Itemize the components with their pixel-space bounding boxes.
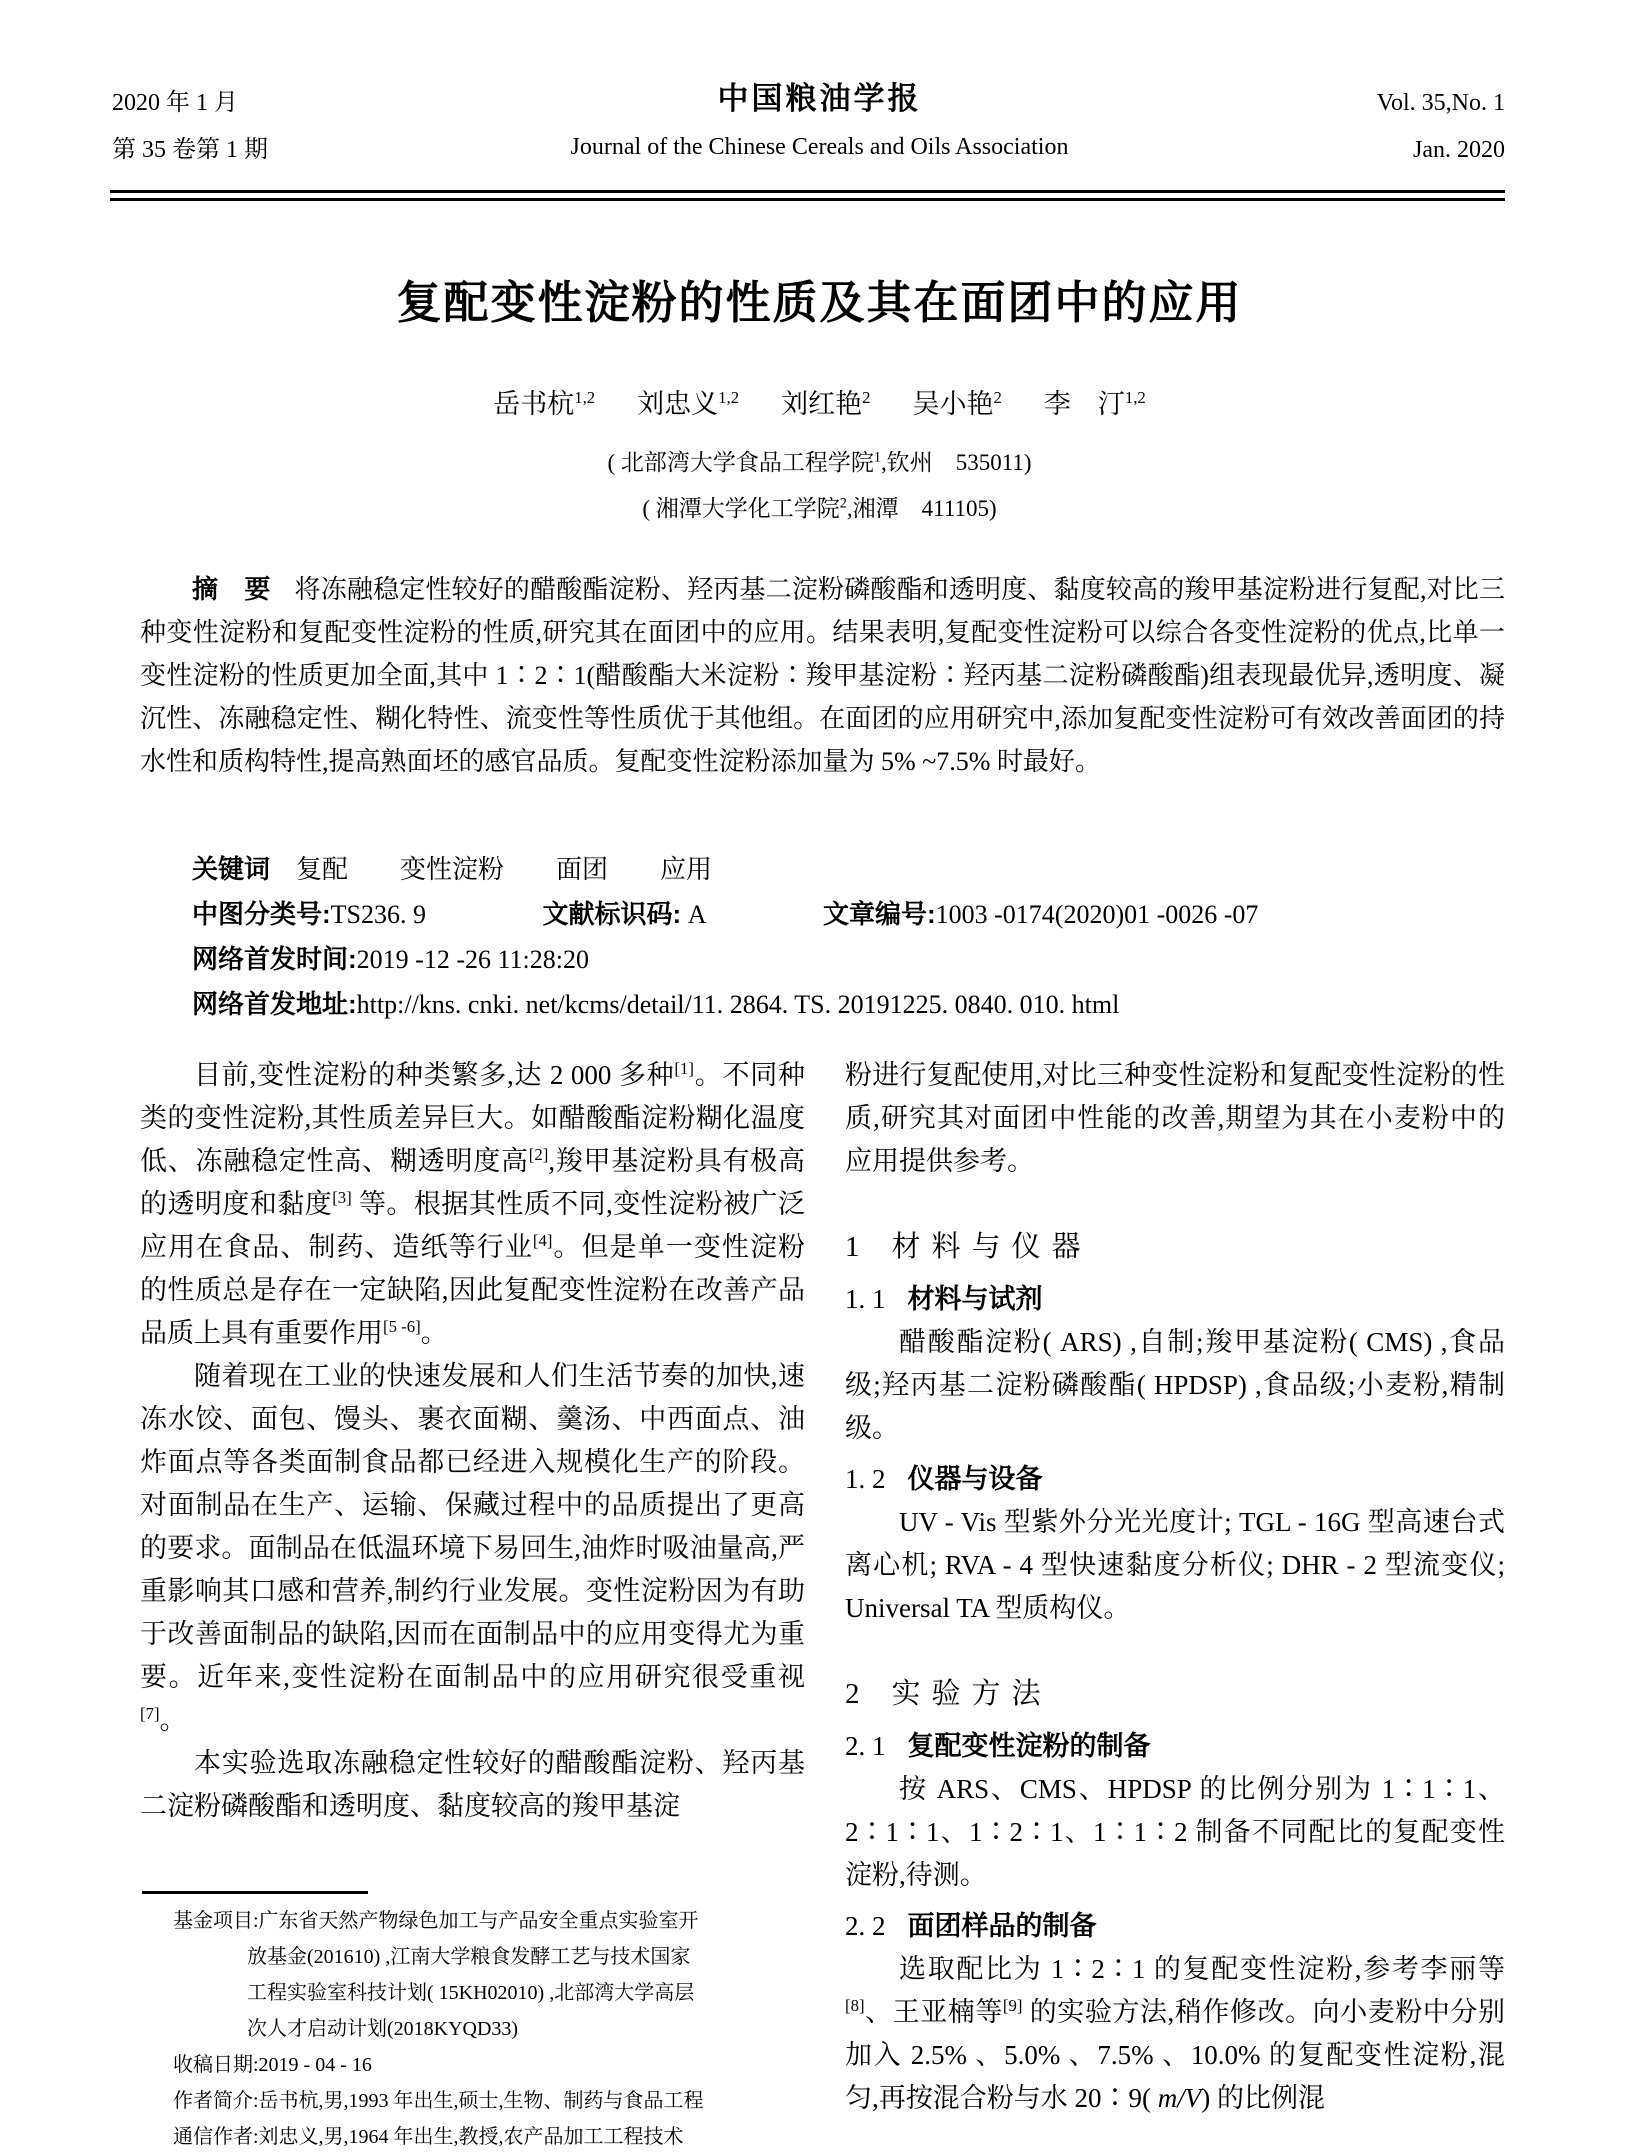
author-list xyxy=(0,382,1639,421)
keywords-list: 复配 变性淀粉 面团 应用 xyxy=(296,855,713,884)
header-volume: Vol. 35,No. 1 xyxy=(1376,90,1505,116)
clc-label: 中图分类号: xyxy=(192,899,331,929)
page-title: 复配变性淀粉的性质及其在面团中的应用 xyxy=(396,278,1243,328)
body-paragraph: 选取配比为 1∶2∶1 的复配变性淀粉,参考李丽等[8]、王亚楠等[9] 的实验方法,稍作修改。向小麦粉中分别加入 2.5% 、5.0% 、7.5% 、10.0% 的复配变性淀粉,混匀,再按混合粉与水 20∶9( m/V) 的比例混 xyxy=(845,1954,1506,2113)
article-id-label: 文章编号: xyxy=(822,899,936,929)
footnote-line: 收稿日期:2019 - 04 - 16 xyxy=(173,2054,372,2076)
clc-group xyxy=(140,900,426,929)
author-name: 吴小艳$^2$ xyxy=(912,388,1002,419)
abstract xyxy=(140,568,1505,783)
subsection-heading-1-1 xyxy=(845,1278,1505,1321)
header-date-cn: 2020 年 1 月 xyxy=(112,90,238,116)
left-column xyxy=(140,1054,805,1828)
author-name: 刘忠义$^{1,2}$ xyxy=(637,388,740,419)
affiliations xyxy=(0,440,1639,532)
affiliation-line: ( 北部湾大学食品工程学院$^1$,钦州 535011) xyxy=(607,449,1032,475)
footnote-line: 次人才启动计划(2018KYQD33) xyxy=(247,2018,519,2040)
online-url-label: 网络首发地址: xyxy=(192,989,357,1019)
section-title: 材料与仪器 xyxy=(891,1231,1092,1263)
subsection-number: 1. 2 xyxy=(845,1464,886,1494)
article-id-group xyxy=(771,900,1258,929)
clc-value: TS236. 9 xyxy=(330,900,427,929)
footnote-line: 通信作者:刘忠义,男,1964 年出生,教授,农产品加工工程技术 xyxy=(173,2126,684,2148)
footnote-line: 作者简介:岳书杭,男,1993 年出生,硕士,生物、制药与食品工程 xyxy=(173,2090,704,2112)
section-heading-2 xyxy=(845,1671,1505,1717)
article-id-value: 1003 -0174(2020)01 -0026 -07 xyxy=(935,900,1259,929)
header-divider-rule xyxy=(110,190,1505,201)
doc-code-group xyxy=(491,900,707,929)
author-name: 岳书杭$^{1,2}$ xyxy=(493,388,596,419)
body-paragraph: 随着现在工业的快速发展和人们生活节奏的加快,速冻水饺、面包、馒头、裹衣面糊、羹汤、中西面点、油炸面点等各类面制食品都已经进入规模化生产的阶段。对面制品在生产、运输、保藏过程中的品质提出了更高的要求。面制品在低温环境下易回生,油炸时吸油量高,严重影响其口感和营养,制约行业发展。变性淀粉因为有助于改善面制品的缺陷,因而在面制品中的应用变得尤为重要。近年来,变性淀粉在面制品中的应用研究很受重视[7]。 xyxy=(140,1361,805,1735)
subsection-title: 面团样品的制备 xyxy=(907,1911,1097,1941)
subsection-number: 2. 1 xyxy=(845,1731,886,1761)
keywords-label: 关键词 xyxy=(192,854,271,884)
online-time-line xyxy=(140,939,1505,976)
subsection-heading-1-2 xyxy=(845,1458,1505,1501)
body-paragraph: UV - Vis 型紫外分光光度计; TGL - 16G 型高速台式离心机; RVA - 4 型快速黏度分析仪; DHR - 2 型流变仪; Universal TA 型质构仪。 xyxy=(845,1507,1505,1623)
body-paragraph: 粉进行复配使用,对比三种变性淀粉和复配变性淀粉的性质,研究其对面团中性能的改善,期望为其在小麦粉中的应用提供参考。 xyxy=(845,1060,1505,1176)
subsection-number: 1. 1 xyxy=(845,1284,886,1314)
body-paragraph: 醋酸酯淀粉( ARS) ,自制;羧甲基淀粉( CMS) ,食品级;羟丙基二淀粉磷酸酯( HPDSP) ,食品级;小麦粉,精制级。 xyxy=(845,1327,1505,1443)
header-issue-cn: 第 35 卷第 1 期 xyxy=(112,137,268,163)
section-number: 2 xyxy=(845,1678,860,1710)
subsection-heading-2-1 xyxy=(845,1725,1505,1768)
subsection-title: 仪器与设备 xyxy=(907,1464,1043,1494)
journal-name-cn: 中国粮油学报 xyxy=(717,81,922,116)
author-name: 李 汀$^{1,2}$ xyxy=(1043,388,1146,419)
body-paragraph: 按 ARS、CMS、HPDSP 的比例分别为 1∶1∶1、2∶1∶1、1∶2∶1、1∶1∶2 制备不同配比的复配变性淀粉,待测。 xyxy=(845,1774,1505,1890)
section-heading-1 xyxy=(845,1224,1505,1270)
footnote-line: 基金项目:广东省天然产物绿色加工与产品安全重点实验室开 xyxy=(173,1910,699,1932)
body-paragraph: 目前,变性淀粉的种类繁多,达 2 000 多种[1]。不同种类的变性淀粉,其性质差异巨大。如醋酸酯淀粉糊化温度低、冻融稳定性高、糊透明度高[2],羧甲基淀粉具有极高的透明度和黏度[3] 等。根据其性质不同,变性淀粉被广泛应用在食品、制药、造纸等行业[4]。但是单一变性淀粉的性质总是存在一定缺陷,因此复配变性淀粉在改善产品品质上具有重要作用[5 -6]。 xyxy=(140,1059,806,1348)
header-right xyxy=(1377,80,1505,174)
online-time-value: 2019 -12 -26 11:28:20 xyxy=(356,945,589,974)
journal-name-en: Journal of the Chinese Cereals and Oils Association xyxy=(570,134,1069,160)
section-title: 实验方法 xyxy=(891,1678,1052,1710)
online-url-line xyxy=(140,984,1505,1021)
subsection-title: 复配变性淀粉的制备 xyxy=(907,1731,1151,1761)
body-paragraph: 本实验选取冻融稳定性较好的醋酸酯淀粉、羟丙基二淀粉磷酸酯和透明度、黏度较高的羧甲基淀 xyxy=(140,1748,805,1821)
subsection-number: 2. 2 xyxy=(845,1911,886,1941)
subsection-heading-2-2 xyxy=(845,1905,1505,1948)
header-date-en: Jan. 2020 xyxy=(1413,137,1505,163)
abstract-text: 将冻融稳定性较好的醋酸酯淀粉、羟丙基二淀粉磷酸酯和透明度、黏度较高的羧甲基淀粉进行复配,对比三种变性淀粉和复配变性淀粉的性质,研究其在面团中的应用。结果表明,复配变性淀粉可以综合各变性淀粉的优点,比单一变性淀粉的性质更加全面,其中 1∶2∶1(醋酸酯大米淀粉∶羧甲基淀粉∶羟丙基二淀粉磷酸酯)组表现最优异,透明度、凝沉性、冻融稳定性、糊化特性、流变性等性质优于其他组。在面团的应用研究中,添加复配变性淀粉可有效改善面团的持水性和质构特性,提高熟面坯的感官品质。复配变性淀粉添加量为 5% ~7.5% 时最好。 xyxy=(140,575,1505,776)
footnote-block xyxy=(140,1903,820,2155)
subsection-title: 材料与试剂 xyxy=(907,1284,1043,1314)
right-column xyxy=(845,1054,1505,2120)
online-url-value: http://kns. cnki. net/kcms/detail/11. 2864. TS. 20191225. 0840. 010. html xyxy=(356,990,1120,1019)
doc-code-label: 文献标识码: xyxy=(542,899,682,929)
footnote-rule xyxy=(142,1891,368,1894)
keywords-line xyxy=(140,849,1505,886)
footnote-line: 放基金(201610) ,江南大学粮食发酵工艺与技术国家 xyxy=(247,1946,691,1968)
author-name: 刘红艳$^2$ xyxy=(781,388,871,419)
online-time-label: 网络首发时间: xyxy=(192,944,357,974)
affiliation-line: ( 湘潭大学化工学院$^2$,湘潭 411105) xyxy=(642,495,997,521)
abstract-label: 摘 要 xyxy=(192,574,271,604)
footnote-line: 工程实验室科技计划( 15KH02010) ,北部湾大学高层 xyxy=(247,1982,695,2004)
section-number: 1 xyxy=(845,1231,860,1263)
doc-code-value: A xyxy=(687,900,707,929)
classification-line xyxy=(140,894,1505,931)
